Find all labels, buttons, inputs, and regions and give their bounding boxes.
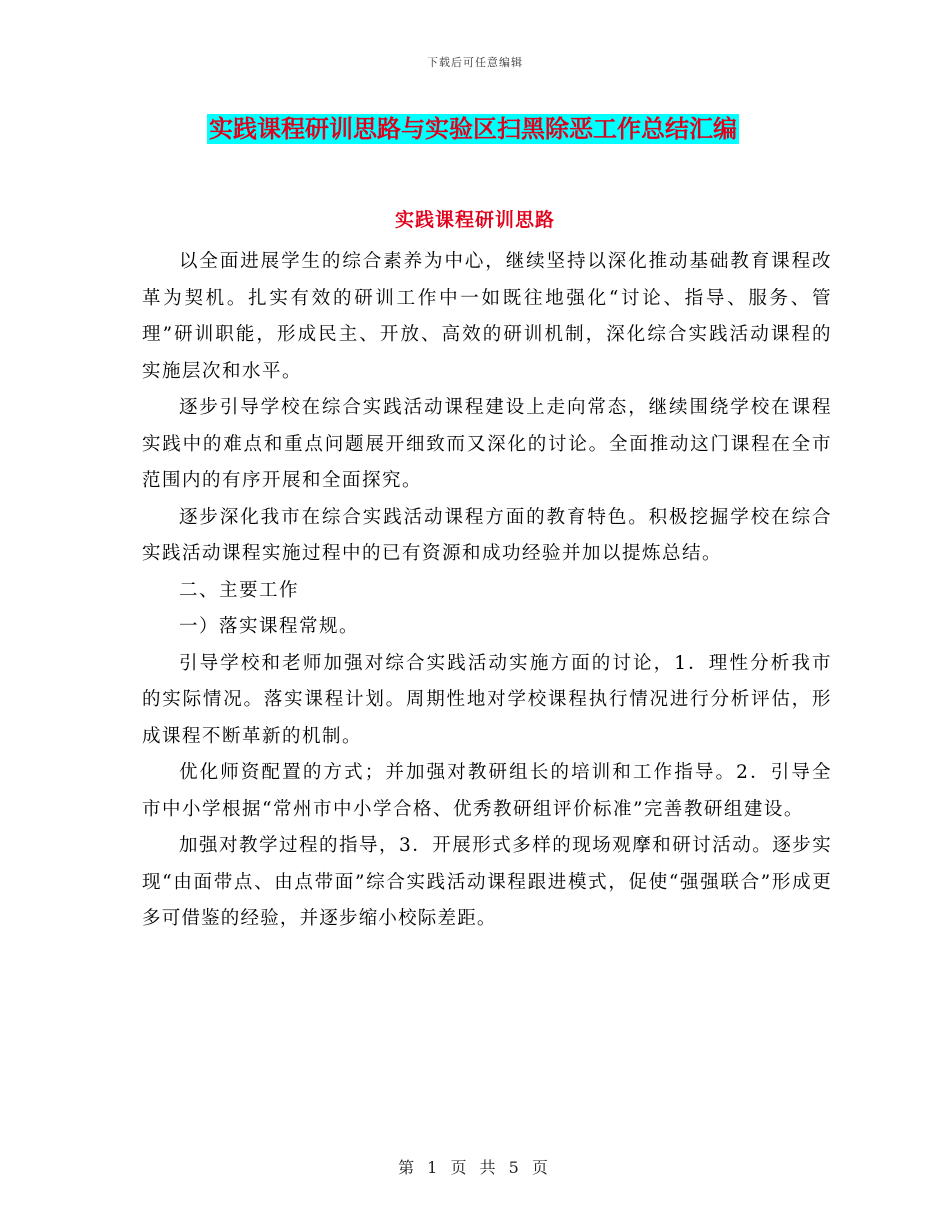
paragraph: 以全面进展学生的综合素养为中心，继续坚持以深化推动基础教育课程改革为契机。扎实有效的研训工作中一如既往地强化“讨论、指导、服务、管理”研训职能，形成民主、开放、高效的研训机制，深化综合实践活动课程的实施层次和水平。 [142, 251, 832, 382]
paragraph: 加强对教学过程的指导，3．开展形式多样的现场观摩和研讨活动。逐步实现“由面带点、由点带面”综合实践活动课程跟进模式，促使“强强联合”形成更多可借鉴的经验，并逐步缩小校际差距。 [142, 835, 832, 929]
paragraph: 引导学校和老师加强对综合实践活动实施方面的讨论，1．理性分析我市的实际情况。落实课程计划。周期性地对学校课程执行情况进行分析评估，形成课程不断革新的机制。 [142, 652, 832, 747]
paragraph: 优化师资配置的方式；并加强对教研组长的培训和工作指导。2．引导全市中小学根据“常州市中小学合格、优秀教研组评价标准”完善教研组建设。 [142, 762, 832, 820]
paragraph: 逐步引导学校在综合实践活动课程建设上走向常态，继续围绕学校在课程实践中的难点和重点问题展开细致而又深化的讨论。全面推动这门课程在全市范围内的有序开展和全面探究。 [142, 397, 832, 491]
paragraph: 逐步深化我市在综合实践活动课程方面的教育特色。积极挖掘学校在综合实践活动课程实施过程中的已有资源和成功经验并加以提炼总结。 [142, 506, 832, 564]
document-title: 实践课程研训思路与实验区扫黑除恶工作总结汇编 [209, 114, 737, 143]
body-text [142, 244, 832, 938]
section-title: 实践课程研训思路 [394, 209, 555, 231]
header-note: 下载后可任意编辑 [427, 56, 523, 69]
page-number-footer: 第 1 页 共 5 页 [398, 1158, 552, 1177]
section-heading: 二、主要工作 [179, 579, 300, 601]
subsection-heading: 一）落实课程常规。 [179, 616, 360, 637]
